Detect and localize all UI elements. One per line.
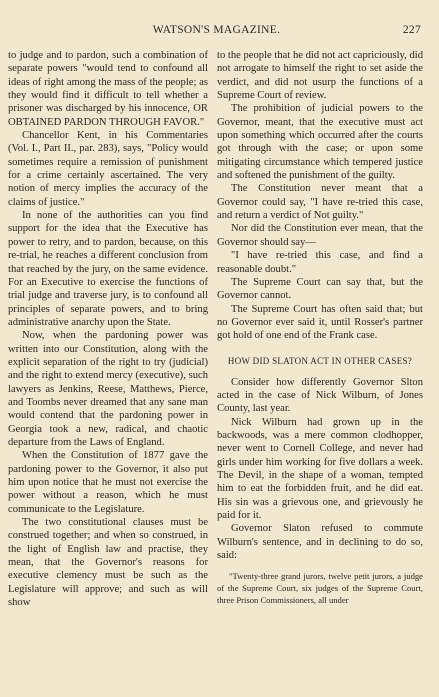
paragraph: Chancellor Kent, in his Commentaries (Vol. I., Part II., par. 283), says, "Policy would sometimes require a remission of punishment for a crime certainly ascertained. The very notion of mercy implies the accuracy of the claims of justice."	[8, 130, 208, 208]
block-quote: "Twenty-three grand jurors, twelve petit jurors, a judge of the Supreme Court, six judges of the Supreme Court, three Prison Commissioners, all under	[217, 571, 423, 605]
running-header	[12, 24, 421, 40]
paragraph: to the people that he did not act capriciously, did not arrogate to himself the right to set aside the verdict, and did not usurp the functions of a Supreme Court of review.	[217, 50, 423, 102]
paragraph: The prohibition of judicial powers to the Governor, meant, that the executive must act upon something which occurred after the courts got through with the case; or upon some mitigating circumstance which tempered justice and softened the punishment of the guilty.	[217, 103, 423, 182]
paragraph: Consider how differently Governor Slton acted in the case of Nick Wilburn, of Jones County, last year.	[217, 376, 423, 415]
paragraph: to judge and to pardon, such a combination of separate powers "would tend to confound all ideas of right among the mass of the people; as they would find it difficult to tell whether a prisoner was discharged by his innocence, OR OBTAINED PARDON THROUGH FAVOR."	[8, 50, 208, 128]
magazine-title: WATSON'S MAGAZINE.	[152, 24, 281, 36]
paragraph: Nor did the Constitution ever mean, that the Governor should say—	[217, 223, 423, 248]
paragraph: The two constitutional clauses must be construed together; and when so construed, in the light of English law and practise, they mean, that the Governor's reasons for executive clemency must be such as the Legislature will approve; and such as will show	[8, 517, 208, 609]
right-column	[217, 49, 423, 606]
paragraph: Governor Slaton refused to commute Wilburn's sentence, and in declining to do so, said:	[217, 523, 423, 562]
paragraph: The Supreme Court has often said that; but no Governor ever said it, until Rosser's partner got hold of one end of the Frank case.	[217, 303, 423, 342]
left-column	[8, 49, 208, 609]
paragraph: The Supreme Court can say that, but the Governor cannot.	[217, 276, 423, 302]
page-number: 227	[402, 24, 421, 36]
paragraph: In none of the authorities can you find support for the idea that the Executive has power to retry, and to pardon, because, on this re-trial, he reaches a different conclusion from that reached by the jury, on the same evidence. For an Executive to exercise the functions of trial judge and traverse jury, is to confound all principles of separate powers, and to bring administrative anarchy upon the State.	[8, 210, 208, 328]
paragraph: "I have re-tried this case, and find a reasonable doubt."	[217, 250, 423, 275]
paragraph: When the Constitution of 1877 gave the pardoning power to the Governor, it also put him upon notice that he must not exercise the power without a reason, which he must communicate to the Legislature.	[8, 450, 208, 515]
section-heading: HOW DID SLATON ACT IN OTHER CASES?	[227, 355, 413, 366]
paragraph: Nick Wilburn had grown up in the backwoods, was a mere common clodhopper, never went to Cornell College, and never had girls under him working for five dollars a week. The Devil, in the shape of a woman, tempted him to eat the forbidden fruit, and he did eat. His sin was a grievous one, and grievously he paid for it.	[217, 416, 423, 521]
paragraph: Now, when the pardoning power was written into our Constitution, along with the explicit separation of the right to try (judicial) and the right to extend mercy (executive), such lawyers as Jenkins, Reese, Matthews, Pierce, and Toombs never dreamed that any sane man would contend that the pardoning power in Georgia took a new, radical, and chaotic departure from the Laws of England.	[8, 330, 208, 448]
paragraph: The Constitution never meant that a Governor could say, "I have re-tried this case, and return a verdict of Not guilty."	[217, 183, 423, 222]
